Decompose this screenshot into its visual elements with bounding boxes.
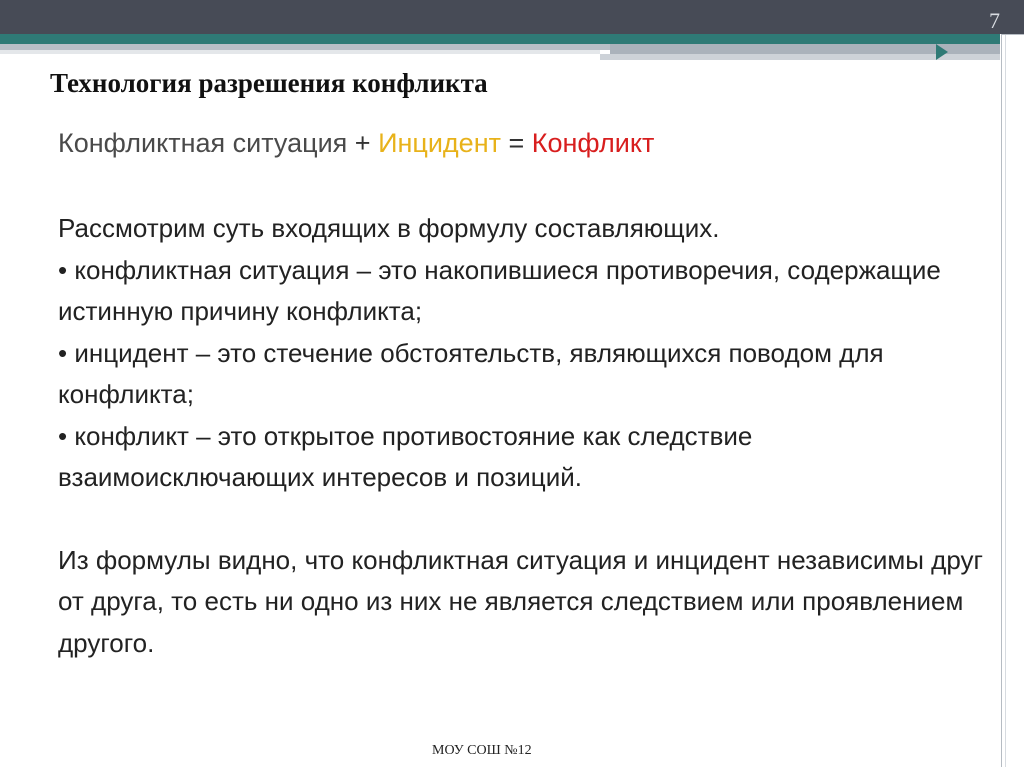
slide-title: Технология разрешения конфликта <box>50 68 488 98</box>
formula-equals: = <box>500 128 532 158</box>
frame-corner <box>1001 34 1024 35</box>
formula-term-incident: Инцидент <box>378 128 501 158</box>
footer-text: МОУ СОШ №12 <box>432 743 532 758</box>
intro-text: Рассмотрим суть входящих в формулу составляющих. <box>58 213 720 243</box>
formula-term-conflict: Конфликт <box>531 128 655 158</box>
bullet-situation: • конфликтная ситуация – это накопившиеся противоречия, содержащие истинную причину конфликта; <box>58 254 941 326</box>
header-stripe-light <box>0 50 600 54</box>
conclusion-text: Из формулы видно, что конфликтная ситуация и инцидент независимы друг от друга, то есть ни одно из них не является следствием или проявлением другого. <box>58 544 984 658</box>
header-stripe-left <box>0 44 610 50</box>
frame-line-inner <box>1005 34 1006 767</box>
formula-plus: + <box>347 128 379 158</box>
frame-line <box>1001 34 1002 767</box>
bullet-incident: • инцидент – это стечение обстоятельств, являющихся поводом для конфликта; <box>58 337 884 409</box>
slide-number: 7 <box>989 8 1000 33</box>
bullet-conflict: • конфликт – это открытое противостояние как следствие взаимоисключающих интересов и позиций. <box>58 420 753 492</box>
formula-term-situation: Конфликтная ситуация <box>58 128 348 158</box>
formula <box>58 128 654 159</box>
paragraph-gap <box>58 499 988 540</box>
header-bar <box>0 0 1024 34</box>
header-accent-band <box>0 34 1000 44</box>
body-text <box>58 208 988 664</box>
arrow-tip-icon <box>936 44 948 60</box>
